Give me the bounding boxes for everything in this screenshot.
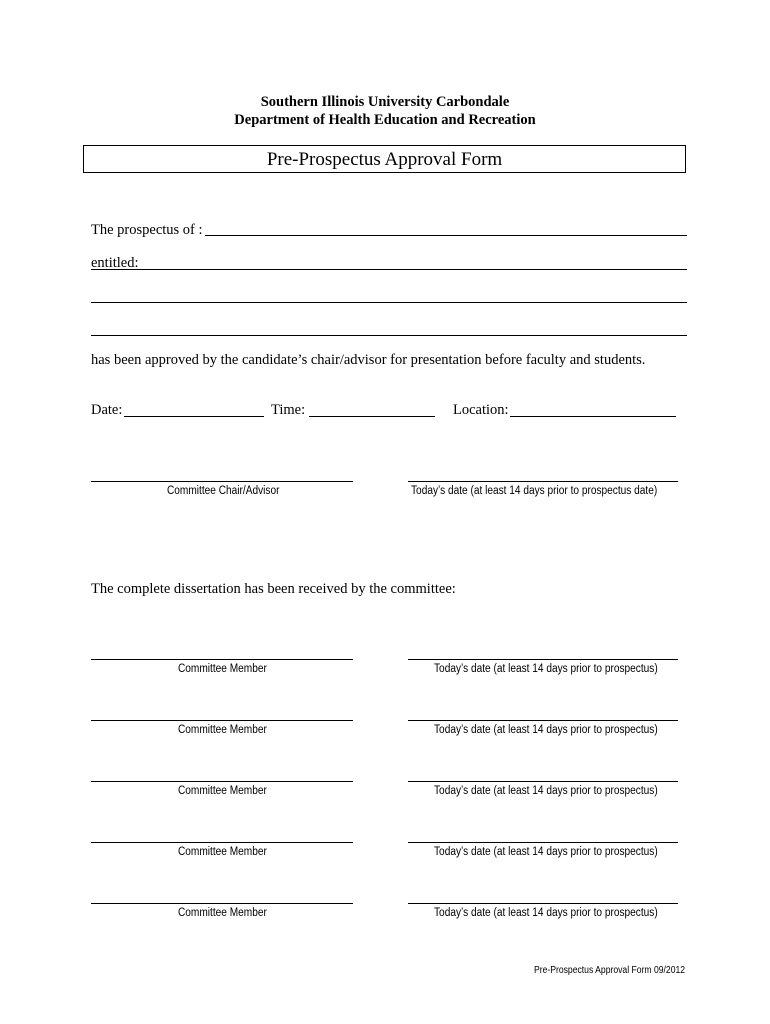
department-name: Department of Health Education and Recreation <box>234 112 536 128</box>
chair-signature-line[interactable] <box>91 481 353 482</box>
form-footer: Pre-Prospectus Approval Form 09/2012 <box>534 965 686 976</box>
member-date-line[interactable] <box>408 781 678 782</box>
chair-date-line[interactable] <box>408 481 678 482</box>
member-date-caption: Today’s date (at least 14 days prior to prospectus) <box>434 785 658 797</box>
member-date-line[interactable] <box>408 903 678 904</box>
member-date-line[interactable] <box>408 720 678 721</box>
approval-statement: has been approved by the candidate’s chair/advisor for presentation before faculty and students. <box>91 352 646 368</box>
member-signature-caption: Committee Member <box>178 663 267 675</box>
member-signature-line[interactable] <box>91 781 353 782</box>
member-signature-caption: Committee Member <box>178 724 267 736</box>
form-title: Pre-Prospectus Approval Form <box>83 145 686 173</box>
entitled-field-line-3[interactable] <box>91 335 687 336</box>
member-date-caption: Today’s date (at least 14 days prior to prospectus) <box>434 724 658 736</box>
chair-date-caption: Today’s date (at least 14 days prior to prospectus date) <box>411 485 658 497</box>
time-field[interactable] <box>309 416 435 417</box>
member-date-line[interactable] <box>408 659 678 660</box>
entitled-field-line-2[interactable] <box>91 302 687 303</box>
entitled-label: entitled: <box>91 255 139 271</box>
entitled-field[interactable] <box>91 269 687 270</box>
date-field[interactable] <box>124 416 264 417</box>
member-date-line[interactable] <box>408 842 678 843</box>
member-signature-line[interactable] <box>91 842 353 843</box>
member-signature-caption: Committee Member <box>178 785 267 797</box>
member-date-caption: Today’s date (at least 14 days prior to prospectus) <box>434 846 658 858</box>
member-signature-line[interactable] <box>91 720 353 721</box>
university-name: Southern Illinois University Carbondale <box>260 94 510 110</box>
date-label: Date: <box>91 402 123 418</box>
prospectus-of-field[interactable] <box>205 235 687 236</box>
member-signature-line[interactable] <box>91 903 353 904</box>
member-signature-caption: Committee Member <box>178 846 267 858</box>
member-date-caption: Today’s date (at least 14 days prior to prospectus) <box>434 907 658 919</box>
member-signature-caption: Committee Member <box>178 907 267 919</box>
location-label: Location: <box>453 402 509 418</box>
chair-signature-caption: Committee Chair/Advisor <box>167 485 280 497</box>
member-date-caption: Today’s date (at least 14 days prior to prospectus) <box>434 663 658 675</box>
time-label: Time: <box>271 402 306 418</box>
member-signature-line[interactable] <box>91 659 353 660</box>
dissertation-statement: The complete dissertation has been received by the committee: <box>91 581 456 597</box>
prospectus-of-label: The prospectus of : <box>91 222 203 238</box>
location-field[interactable] <box>510 416 676 417</box>
